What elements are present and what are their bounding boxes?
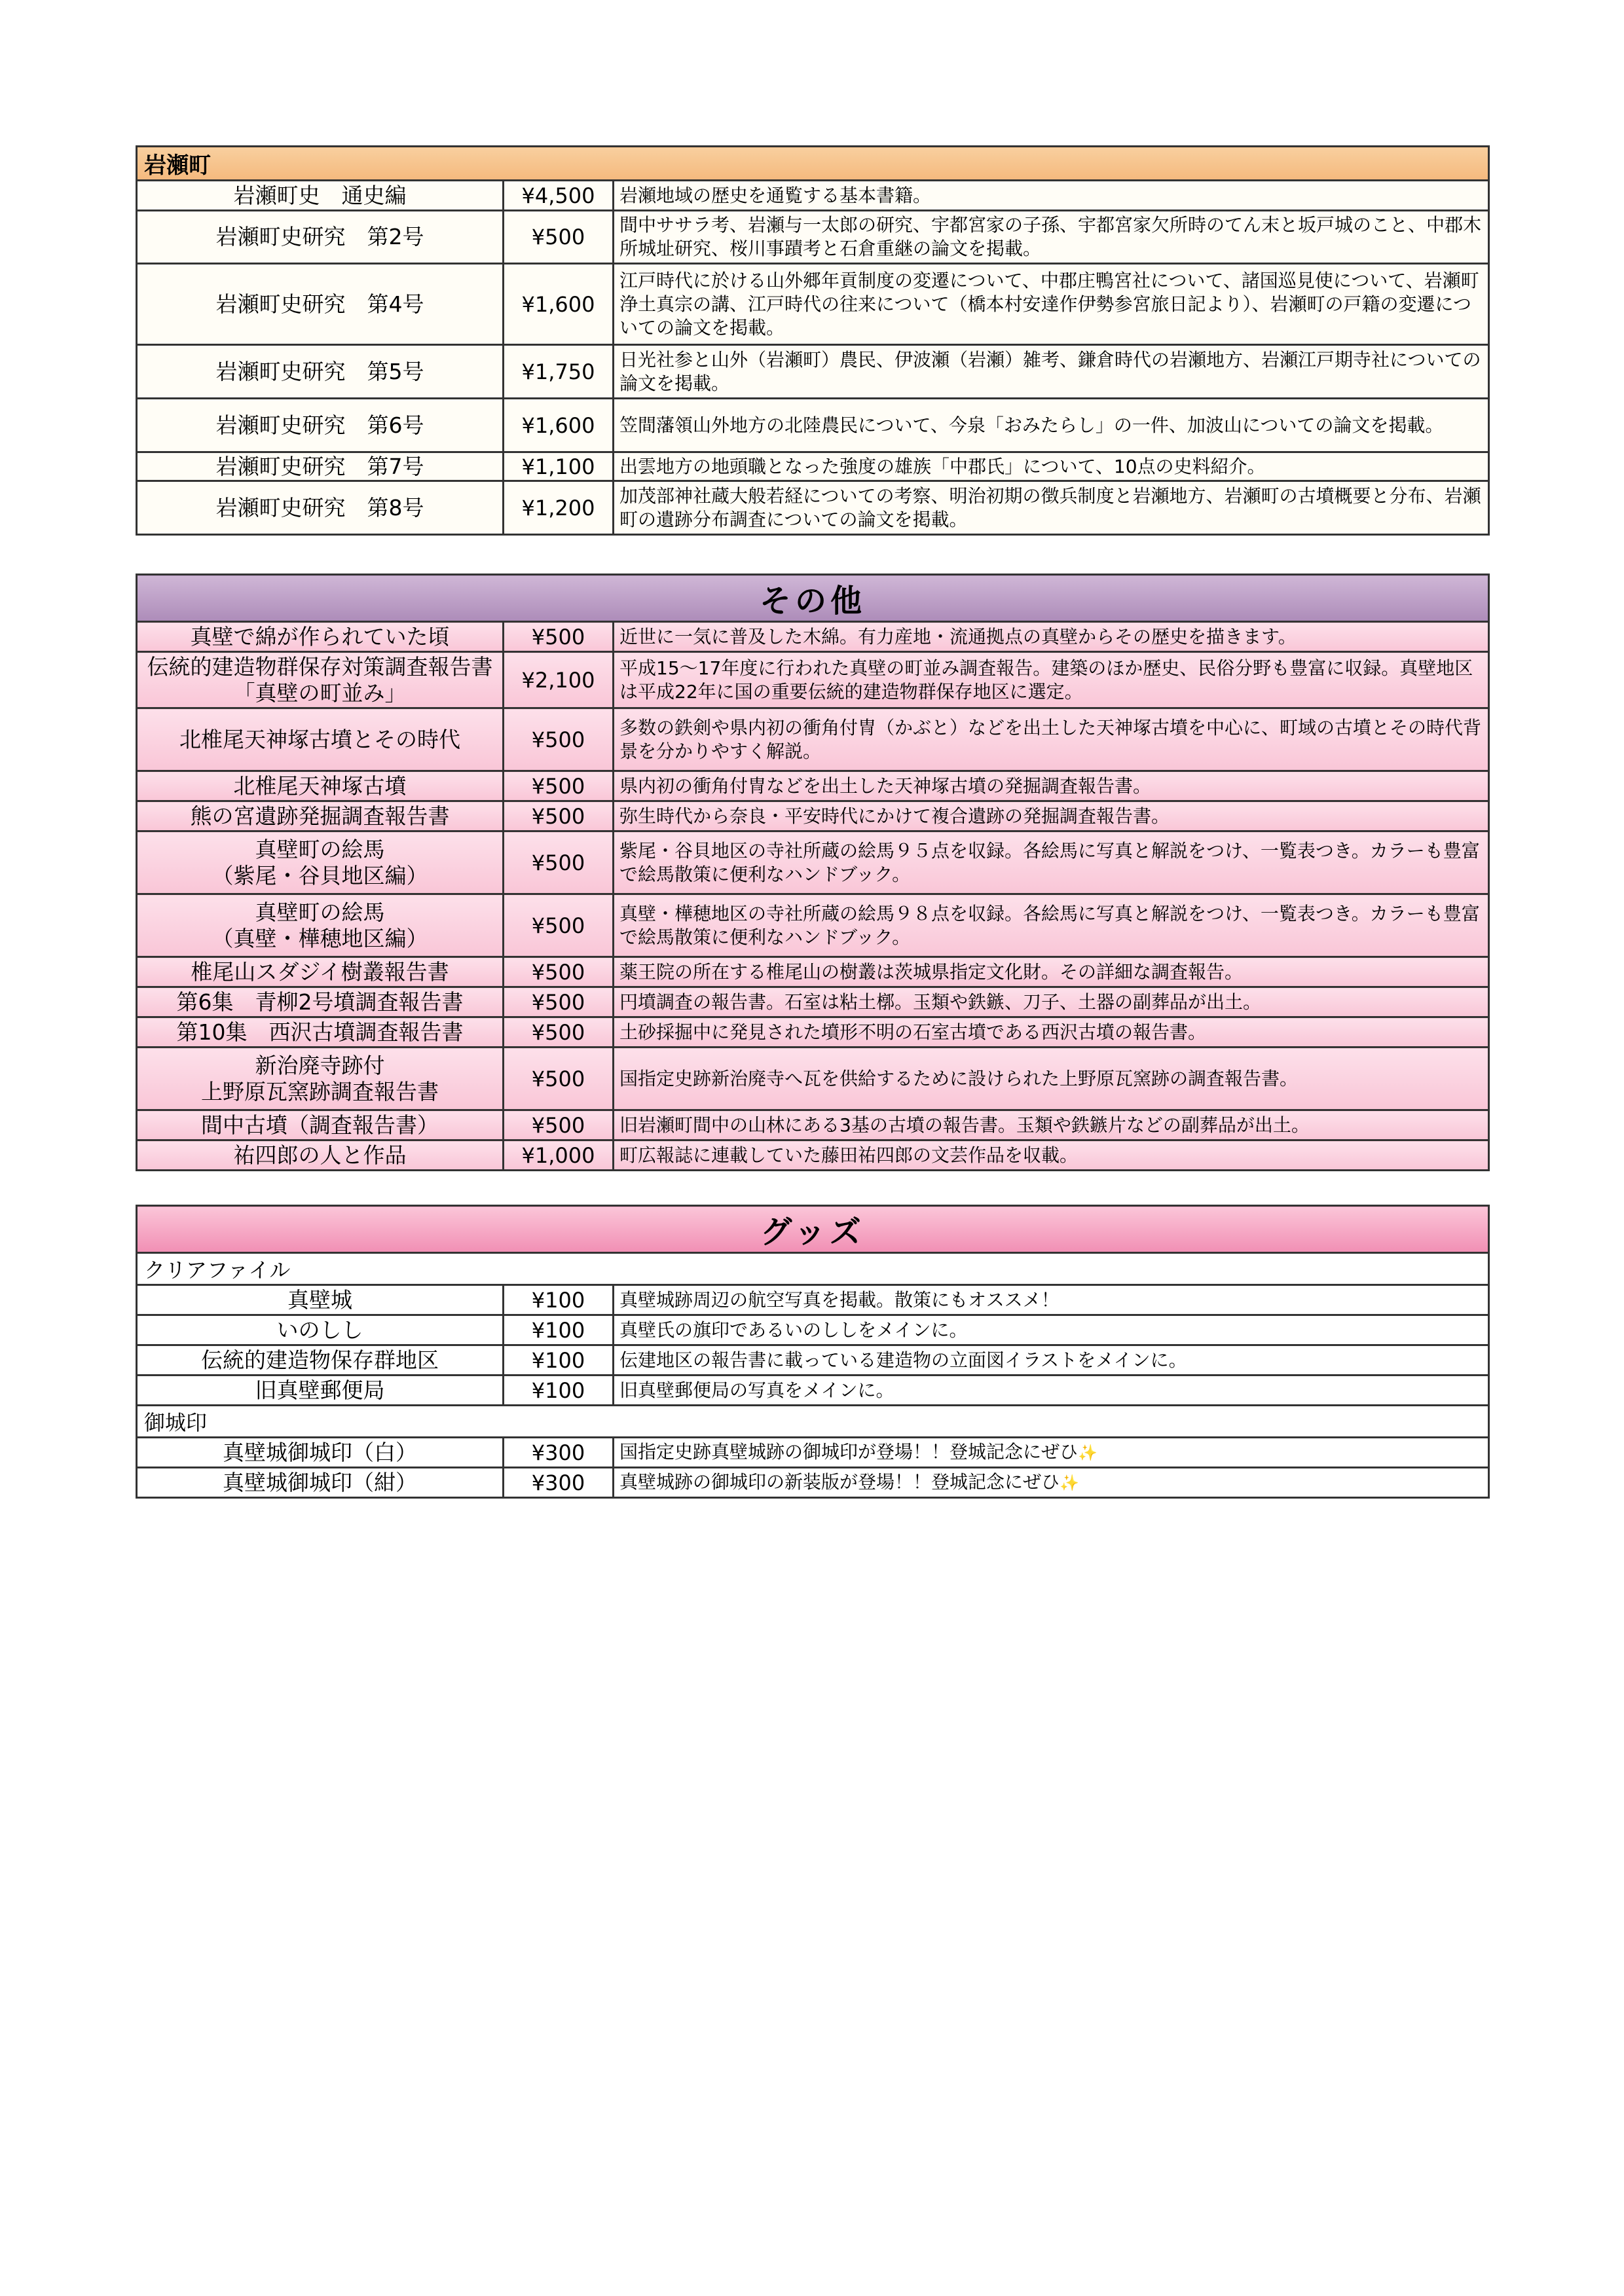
- sparkle-icon: ✨: [1078, 1444, 1098, 1462]
- sparkle-icon: ✨: [1060, 1474, 1079, 1492]
- item-description: 国指定史跡新治廃寺へ瓦を供給するために設けられた上野原瓦窯跡の調査報告書。: [614, 1048, 1489, 1110]
- table-row: [137, 1438, 1489, 1468]
- item-description: 弥生時代から奈良・平安時代にかけて複合遺跡の発掘調査報告書。: [614, 801, 1489, 831]
- item-price: ¥100: [504, 1345, 614, 1376]
- item-description: 江戸時代に於ける山外郷年貢制度の変遷について、中郡庄鴨宮社について、諸国巡見使について、岩瀬町浄土真宗の講、江戸時代の往来について（橋本村安達作伊勢参宮旅日記より）、岩瀬町の戸籍の変遷についての論文を掲載。: [614, 264, 1489, 345]
- item-price: ¥500: [504, 771, 614, 801]
- table-row: [137, 264, 1489, 345]
- table-row: [137, 1315, 1489, 1345]
- goods-table: [136, 1205, 1490, 1499]
- table-row: [137, 652, 1489, 708]
- item-name: 祐四郎の人と作品: [137, 1140, 504, 1171]
- item-price: ¥1,000: [504, 1140, 614, 1171]
- item-description: 日光社参と山外（岩瀬町）農民、伊波瀬（岩瀬）雑考、鎌倉時代の岩瀬地方、岩瀬江戸期寺社についての論文を掲載。: [614, 345, 1489, 399]
- subcategory-label: クリアファイル: [137, 1253, 1489, 1285]
- section-title: その他: [137, 575, 1489, 622]
- item-name: 岩瀬町史 通史編: [137, 181, 504, 211]
- item-name: 新治廃寺跡付 上野原瓦窯跡調査報告書: [137, 1048, 504, 1110]
- item-description: 土砂採掘中に発見された墳形不明の石室古墳である西沢古墳の報告書。: [614, 1017, 1489, 1048]
- item-description: 伝建地区の報告書に載っている建造物の立面図イラストをメインに。: [614, 1345, 1489, 1376]
- item-description: 旧真壁郵便局の写真をメインに。: [614, 1376, 1489, 1406]
- table-row: [137, 801, 1489, 831]
- section-iwase: [136, 145, 1490, 536]
- item-name: 第10集 西沢古墳調査報告書: [137, 1017, 504, 1048]
- item-price: ¥300: [504, 1468, 614, 1498]
- item-name: 真壁で綿が作られていた頃: [137, 622, 504, 652]
- item-name: 真壁町の絵馬 （真壁・樺穂地区編）: [137, 894, 504, 957]
- table-row: [137, 1468, 1489, 1498]
- item-description: 岩瀬地域の歴史を通覧する基本書籍。: [614, 181, 1489, 211]
- item-name: 伝統的建造物保存群地区: [137, 1345, 504, 1376]
- item-name: 旧真壁郵便局: [137, 1376, 504, 1406]
- item-name: 伝統的建造物群保存対策調査報告書「真壁の町並み」: [137, 652, 504, 708]
- item-name: 岩瀬町史研究 第7号: [137, 452, 504, 481]
- item-name: 北椎尾天神塚古墳: [137, 771, 504, 801]
- item-name: 熊の宮遺跡発掘調査報告書: [137, 801, 504, 831]
- table-row: [137, 211, 1489, 264]
- item-price: ¥4,500: [504, 181, 614, 211]
- item-description-text: 真壁城跡の御城印の新装版が登場！！登城記念にぜひ: [619, 1471, 1060, 1493]
- item-price: ¥100: [504, 1315, 614, 1345]
- item-name: 岩瀬町史研究 第8号: [137, 481, 504, 535]
- table-row: [137, 1110, 1489, 1140]
- item-price: ¥500: [504, 1048, 614, 1110]
- item-price: ¥500: [504, 831, 614, 894]
- item-name: いのしし: [137, 1315, 504, 1345]
- section-goods: [136, 1205, 1490, 1499]
- item-description: 旧岩瀬町間中の山林にある3基の古墳の報告書。玉類や鉄鏃片などの副葬品が出土。: [614, 1110, 1489, 1140]
- item-name: 岩瀬町史研究 第5号: [137, 345, 504, 399]
- table-row: [137, 622, 1489, 652]
- item-price: ¥500: [504, 1110, 614, 1140]
- table-row: [137, 1048, 1489, 1110]
- table-row: [137, 452, 1489, 481]
- item-description: 出雲地方の地頭職となった強度の雄族「中郡氏」について、10点の史料紹介。: [614, 452, 1489, 481]
- item-description: 近世に一気に普及した木綿。有力産地・流通拠点の真壁からその歴史を描きます。: [614, 622, 1489, 652]
- item-description-text: 国指定史跡真壁城跡の御城印が登場！！登城記念にぜひ: [619, 1441, 1079, 1463]
- table-row: [137, 1376, 1489, 1406]
- item-price: ¥500: [504, 1017, 614, 1048]
- item-description: 笠間藩領山外地方の北陸農民について、今泉「おみたらし」の一件、加波山についての論文を掲載。: [614, 399, 1489, 452]
- section-title: グッズ: [137, 1206, 1489, 1253]
- section-title-row: [137, 1206, 1489, 1253]
- item-price: ¥1,600: [504, 399, 614, 452]
- sonota-table: [136, 574, 1490, 1171]
- table-row: [137, 181, 1489, 211]
- item-description: 真壁氏の旗印であるいのししをメインに。: [614, 1315, 1489, 1345]
- table-row: [137, 987, 1489, 1017]
- item-description: [614, 1468, 1489, 1498]
- item-name: 岩瀬町史研究 第2号: [137, 211, 504, 264]
- item-price: ¥500: [504, 211, 614, 264]
- table-row: [137, 1345, 1489, 1376]
- item-name: 岩瀬町史研究 第4号: [137, 264, 504, 345]
- item-price: ¥500: [504, 987, 614, 1017]
- item-description: 加茂部神社蔵大般若経についての考察、明治初期の徴兵制度と岩瀬地方、岩瀬町の古墳概要と分布、岩瀬町の遺跡分布調査についての論文を掲載。: [614, 481, 1489, 535]
- subcategory-label: 御城印: [137, 1406, 1489, 1438]
- item-description: 円墳調査の報告書。石室は粘土槨。玉類や鉄鏃、刀子、土器の副葬品が出土。: [614, 987, 1489, 1017]
- table-row: [137, 345, 1489, 399]
- item-price: ¥1,100: [504, 452, 614, 481]
- item-name: 間中古墳（調査報告書）: [137, 1110, 504, 1140]
- item-price: ¥100: [504, 1376, 614, 1406]
- item-price: ¥500: [504, 622, 614, 652]
- item-name: 真壁城御城印（紺）: [137, 1468, 504, 1498]
- section-header: 岩瀬町: [137, 147, 1489, 181]
- item-name: 第6集 青柳2号墳調査報告書: [137, 987, 504, 1017]
- item-name: 真壁城: [137, 1285, 504, 1315]
- item-price: ¥500: [504, 708, 614, 771]
- subcategory-row: [137, 1253, 1489, 1285]
- item-price: ¥500: [504, 801, 614, 831]
- item-price: ¥1,200: [504, 481, 614, 535]
- table-row: [137, 1140, 1489, 1171]
- section-header-row: [137, 147, 1489, 181]
- item-price: ¥1,750: [504, 345, 614, 399]
- table-row: [137, 771, 1489, 801]
- item-description: 薬王院の所在する椎尾山の樹叢は茨城県指定文化財。その詳細な調査報告。: [614, 957, 1489, 987]
- item-price: ¥500: [504, 894, 614, 957]
- item-name: 真壁町の絵馬 （紫尾・谷貝地区編）: [137, 831, 504, 894]
- item-price: ¥300: [504, 1438, 614, 1468]
- table-row: [137, 894, 1489, 957]
- item-description: 真壁城跡周辺の航空写真を掲載。散策にもオススメ！: [614, 1285, 1489, 1315]
- item-description: 紫尾・谷貝地区の寺社所蔵の絵馬９５点を収録。各絵馬に写真と解説をつけ、一覧表つき。カラーも豊富で絵馬散策に便利なハンドブック。: [614, 831, 1489, 894]
- item-name: 椎尾山スダジイ樹叢報告書: [137, 957, 504, 987]
- item-description: 真壁・樺穂地区の寺社所蔵の絵馬９８点を収録。各絵馬に写真と解説をつけ、一覧表つき。カラーも豊富で絵馬散策に便利なハンドブック。: [614, 894, 1489, 957]
- item-name: 真壁城御城印（白）: [137, 1438, 504, 1468]
- table-row: [137, 708, 1489, 771]
- item-description: 県内初の衝角付冑などを出土した天神塚古墳の発掘調査報告書。: [614, 771, 1489, 801]
- table-row: [137, 1017, 1489, 1048]
- table-row: [137, 1285, 1489, 1315]
- iwase-table: [136, 145, 1490, 536]
- section-sonota: [136, 574, 1490, 1171]
- item-description: 間中ササラ考、岩瀬与一太郎の研究、宇都宮家の子孫、宇都宮家欠所時のてん末と坂戸城のこと、中郡木所城址研究、桜川事蹟考と石倉重継の論文を掲載。: [614, 211, 1489, 264]
- table-row: [137, 481, 1489, 535]
- item-name: 岩瀬町史研究 第6号: [137, 399, 504, 452]
- item-price: ¥500: [504, 957, 614, 987]
- table-row: [137, 957, 1489, 987]
- section-title-row: [137, 575, 1489, 622]
- table-row: [137, 831, 1489, 894]
- subcategory-row: [137, 1406, 1489, 1438]
- item-description: [614, 1438, 1489, 1468]
- item-name: 北椎尾天神塚古墳とその時代: [137, 708, 504, 771]
- item-description: 多数の鉄剣や県内初の衝角付冑（かぶと）などを出土した天神塚古墳を中心に、町域の古墳とその時代背景を分かりやすく解説。: [614, 708, 1489, 771]
- item-price: ¥1,600: [504, 264, 614, 345]
- item-price: ¥2,100: [504, 652, 614, 708]
- item-description: 平成15～17年度に行われた真壁の町並み調査報告。建築のほか歴史、民俗分野も豊富に収録。真壁地区は平成22年に国の重要伝統的建造物群保存地区に選定。: [614, 652, 1489, 708]
- item-price: ¥100: [504, 1285, 614, 1315]
- item-description: 町広報誌に連載していた藤田祐四郎の文芸作品を収載。: [614, 1140, 1489, 1171]
- table-row: [137, 399, 1489, 452]
